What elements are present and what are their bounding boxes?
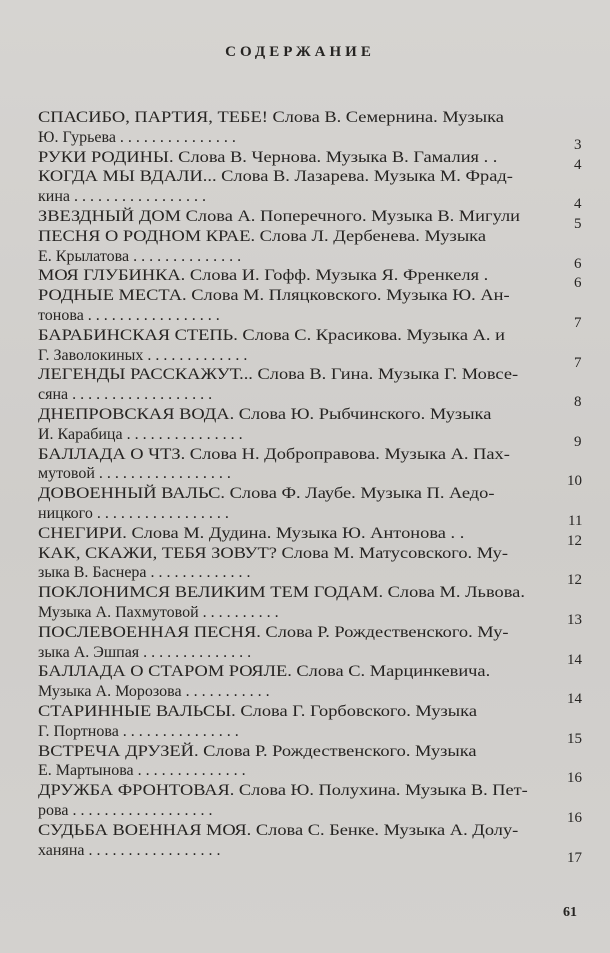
toc-page-number: 9 (574, 433, 582, 450)
toc-entry-title: СНЕГИРИ. Слова М. Дудина. Музыка Ю. Антонова . . (38, 524, 465, 542)
toc-page-number: 14 (567, 691, 582, 708)
toc-entry-continuation: Ю. Гурьева . . . . . . . . . . . . . . . (38, 128, 236, 146)
toc-page-number: 12 (567, 572, 582, 589)
toc-page-number: 16 (567, 810, 582, 826)
toc-entry-title: РОДНЫЕ МЕСТА. Слова М. Пляцковского. Музыка Ю. Ан- (38, 287, 510, 305)
toc-entry-title: КОГДА МЫ ВДАЛИ... Слова В. Лазарева. Музыка М. Фрад- (38, 168, 513, 186)
toc-page-number: 15 (567, 730, 582, 747)
toc-entry-continuation: Е. Мартынова . . . . . . . . . . . . . . (38, 762, 246, 780)
toc-page-number: 5 (574, 216, 582, 232)
toc-page-number: 6 (574, 275, 582, 292)
toc-page-number: 7 (574, 354, 582, 371)
toc-page-number: 3 (574, 136, 582, 153)
toc-entry-title: СПАСИБО, ПАРТИЯ, ТЕБЕ! Слова В. Семернина. Музыка (38, 109, 504, 126)
toc-page-number: 7 (574, 315, 582, 331)
toc-entry-title: ПЕСНЯ О РОДНОМ КРАЕ. Слова Л. Дербенева. Музыка (38, 227, 487, 245)
toc-page-number: 4 (574, 196, 582, 213)
toc-page-number: 11 (568, 513, 583, 529)
toc-page-number: 17 (567, 849, 582, 866)
toc-page-number: 4 (574, 156, 582, 173)
toc-entry-continuation: тонова . . . . . . . . . . . . . . . . . (38, 307, 220, 324)
toc-entry-title: КАК, СКАЖИ, ТЕБЯ ЗОВУТ? Слова М. Матусовского. Му- (38, 544, 508, 562)
toc-entry-title: СТАРИННЫЕ ВАЛЬСЫ. Слова Г. Горбовского. Музыка (38, 703, 477, 720)
table-of-contents (0, 108, 610, 918)
toc-page-number: 8 (574, 394, 582, 411)
toc-entry-title: ДРУЖБА ФРОНТОВАЯ. Слова Ю. Полухина. Музыка В. Пет- (38, 782, 528, 800)
toc-page-number: 14 (567, 651, 582, 668)
toc-entry-title: БАРАБИНСКАЯ СТЕПЬ. Слова С. Красикова. Музыка А. и (38, 326, 505, 344)
toc-entry-title: ДОВОЕННЫЙ ВАЛЬС. Слова Ф. Лаубе. Музыка П. Аедо- (38, 485, 495, 503)
toc-entry-title: ВСТРЕЧА ДРУЗЕЙ. Слова Р. Рождественского. Музыка (38, 742, 477, 760)
toc-entry-continuation: И. Карабица . . . . . . . . . . . . . . . (38, 425, 243, 443)
toc-entry-continuation: Е. Крылатова . . . . . . . . . . . . . . (38, 247, 242, 265)
toc-entry-continuation: Музыка А. Пахмутовой . . . . . . . . . . (38, 604, 279, 621)
toc-entry-continuation: ханяна . . . . . . . . . . . . . . . . . (38, 841, 221, 859)
toc-entry-continuation: Г. Портнова . . . . . . . . . . . . . . . (38, 722, 239, 740)
toc-page-number: 13 (567, 612, 582, 628)
toc-entry-continuation: зыка А. Эшпая . . . . . . . . . . . . . . (38, 643, 252, 661)
toc-page-number: 12 (567, 532, 582, 549)
toc-entry-title: МОЯ ГЛУБИНКА. Слова И. Гофф. Музыка Я. Френкеля . (38, 267, 489, 285)
toc-entry-title: ПОСЛЕВОЕННАЯ ПЕСНЯ. Слова Р. Рождественского. Му- (38, 623, 509, 641)
toc-entry-continuation: Музыка А. Морозова . . . . . . . . . . . (38, 683, 270, 701)
toc-entry-continuation: кина . . . . . . . . . . . . . . . . . (38, 188, 206, 206)
toc-entry-continuation: мутовой . . . . . . . . . . . . . . . . . (38, 465, 231, 483)
toc-entry-title: БАЛЛАДА О ЧТЗ. Слова Н. Доброправова. Музыка А. Пах- (38, 445, 510, 463)
page-number: 61 (563, 905, 577, 920)
toc-entry-title: ЗВЕЗДНЫЙ ДОМ Слова А. Поперечного. Музыка В. Мигули (38, 208, 520, 225)
toc-entry-continuation: рова . . . . . . . . . . . . . . . . . . (38, 802, 213, 819)
toc-entry-title: БАЛЛАДА О СТАРОМ РОЯЛЕ. Слова С. Марцинкевича. (38, 663, 491, 681)
page-title: СОДЕРЖАНИЕ (225, 44, 375, 60)
toc-page-number: 6 (574, 255, 582, 272)
toc-entry-title: РУКИ РОДИНЫ. Слова В. Чернова. Музыка В. Гамалия . . (38, 148, 498, 166)
toc-entry-title: ПОКЛОНИМСЯ ВЕЛИКИМ ТЕМ ГОДАМ. Слова М. Львова. (38, 584, 525, 602)
toc-entry-title: СУДЬБА ВОЕННАЯ МОЯ. Слова С. Бенке. Музыка А. Долу- (38, 821, 519, 839)
toc-page-number: 10 (567, 473, 582, 490)
toc-entry-continuation: зыка В. Баснера . . . . . . . . . . . . . (38, 564, 251, 582)
toc-entry-continuation: сяна . . . . . . . . . . . . . . . . . . (38, 386, 213, 404)
toc-page-number: 16 (567, 770, 582, 787)
toc-entry-continuation: Г. Заволокиных . . . . . . . . . . . . . (38, 346, 248, 364)
toc-entry-title: ДНЕПРОВСКАЯ ВОДА. Слова Ю. Рыбчинского. Музыка (38, 406, 492, 423)
toc-entry-continuation: ницкого . . . . . . . . . . . . . . . . . (38, 505, 229, 522)
toc-entry-title: ЛЕГЕНДЫ РАССКАЖУТ... Слова В. Гина. Музыка Г. Мовсе- (38, 366, 519, 384)
